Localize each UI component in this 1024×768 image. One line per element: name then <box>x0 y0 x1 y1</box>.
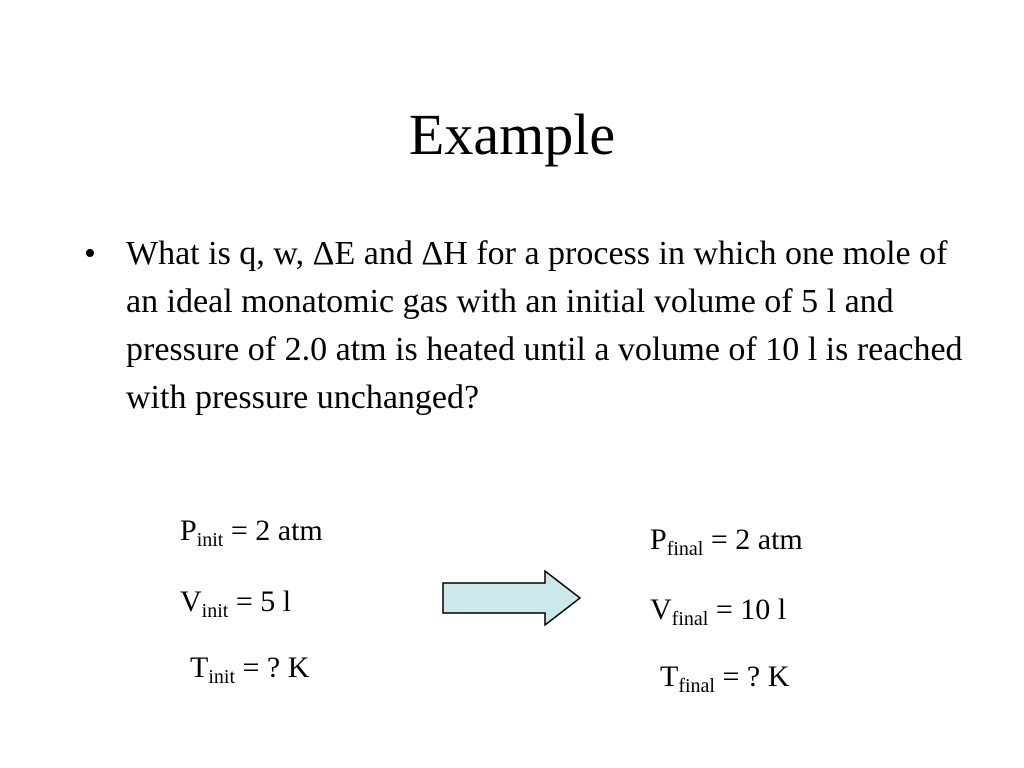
initial-temperature-value: = ? K <box>235 651 310 684</box>
initial-temperature-symbol: T <box>190 651 209 684</box>
initial-temperature <box>190 651 310 688</box>
final-temperature <box>660 660 790 697</box>
initial-temperature-subscript: init <box>208 666 235 688</box>
initial-pressure <box>180 514 323 551</box>
initial-pressure-value: = 2 atm <box>223 514 323 547</box>
final-temperature-value: = ? K <box>714 660 790 693</box>
final-pressure-subscript: final <box>666 538 704 560</box>
initial-volume-symbol: V <box>180 585 202 618</box>
initial-volume <box>180 585 292 622</box>
final-pressure-symbol: P <box>650 523 667 556</box>
final-volume-subscript: final <box>671 608 709 630</box>
initial-volume-subscript: init <box>201 600 229 622</box>
initial-volume-value: = 5 l <box>228 585 292 618</box>
final-pressure <box>650 523 803 560</box>
arrow-shape <box>443 571 580 625</box>
bullet-item <box>84 230 964 422</box>
final-pressure-value: = 2 atm <box>703 523 803 556</box>
slide-title: Example <box>408 102 616 167</box>
final-volume-symbol: V <box>650 593 672 626</box>
final-volume-value: = 10 l <box>708 593 787 626</box>
final-temperature-symbol: T <box>660 660 679 693</box>
final-temperature-subscript: final <box>678 675 715 697</box>
bullet-text: What is q, w, ΔE and ΔH for a process in which one mole of an ideal monatomic gas with an initial volume of 5 l and pressure of 2.0 atm is heated until a volume of 10 l is reached with pressure unchanged? <box>126 235 963 416</box>
bullet-marker: • <box>84 235 96 272</box>
final-volume <box>650 593 787 630</box>
initial-pressure-symbol: P <box>180 514 197 547</box>
right-arrow-icon <box>442 570 582 626</box>
initial-pressure-subscript: init <box>196 529 224 551</box>
